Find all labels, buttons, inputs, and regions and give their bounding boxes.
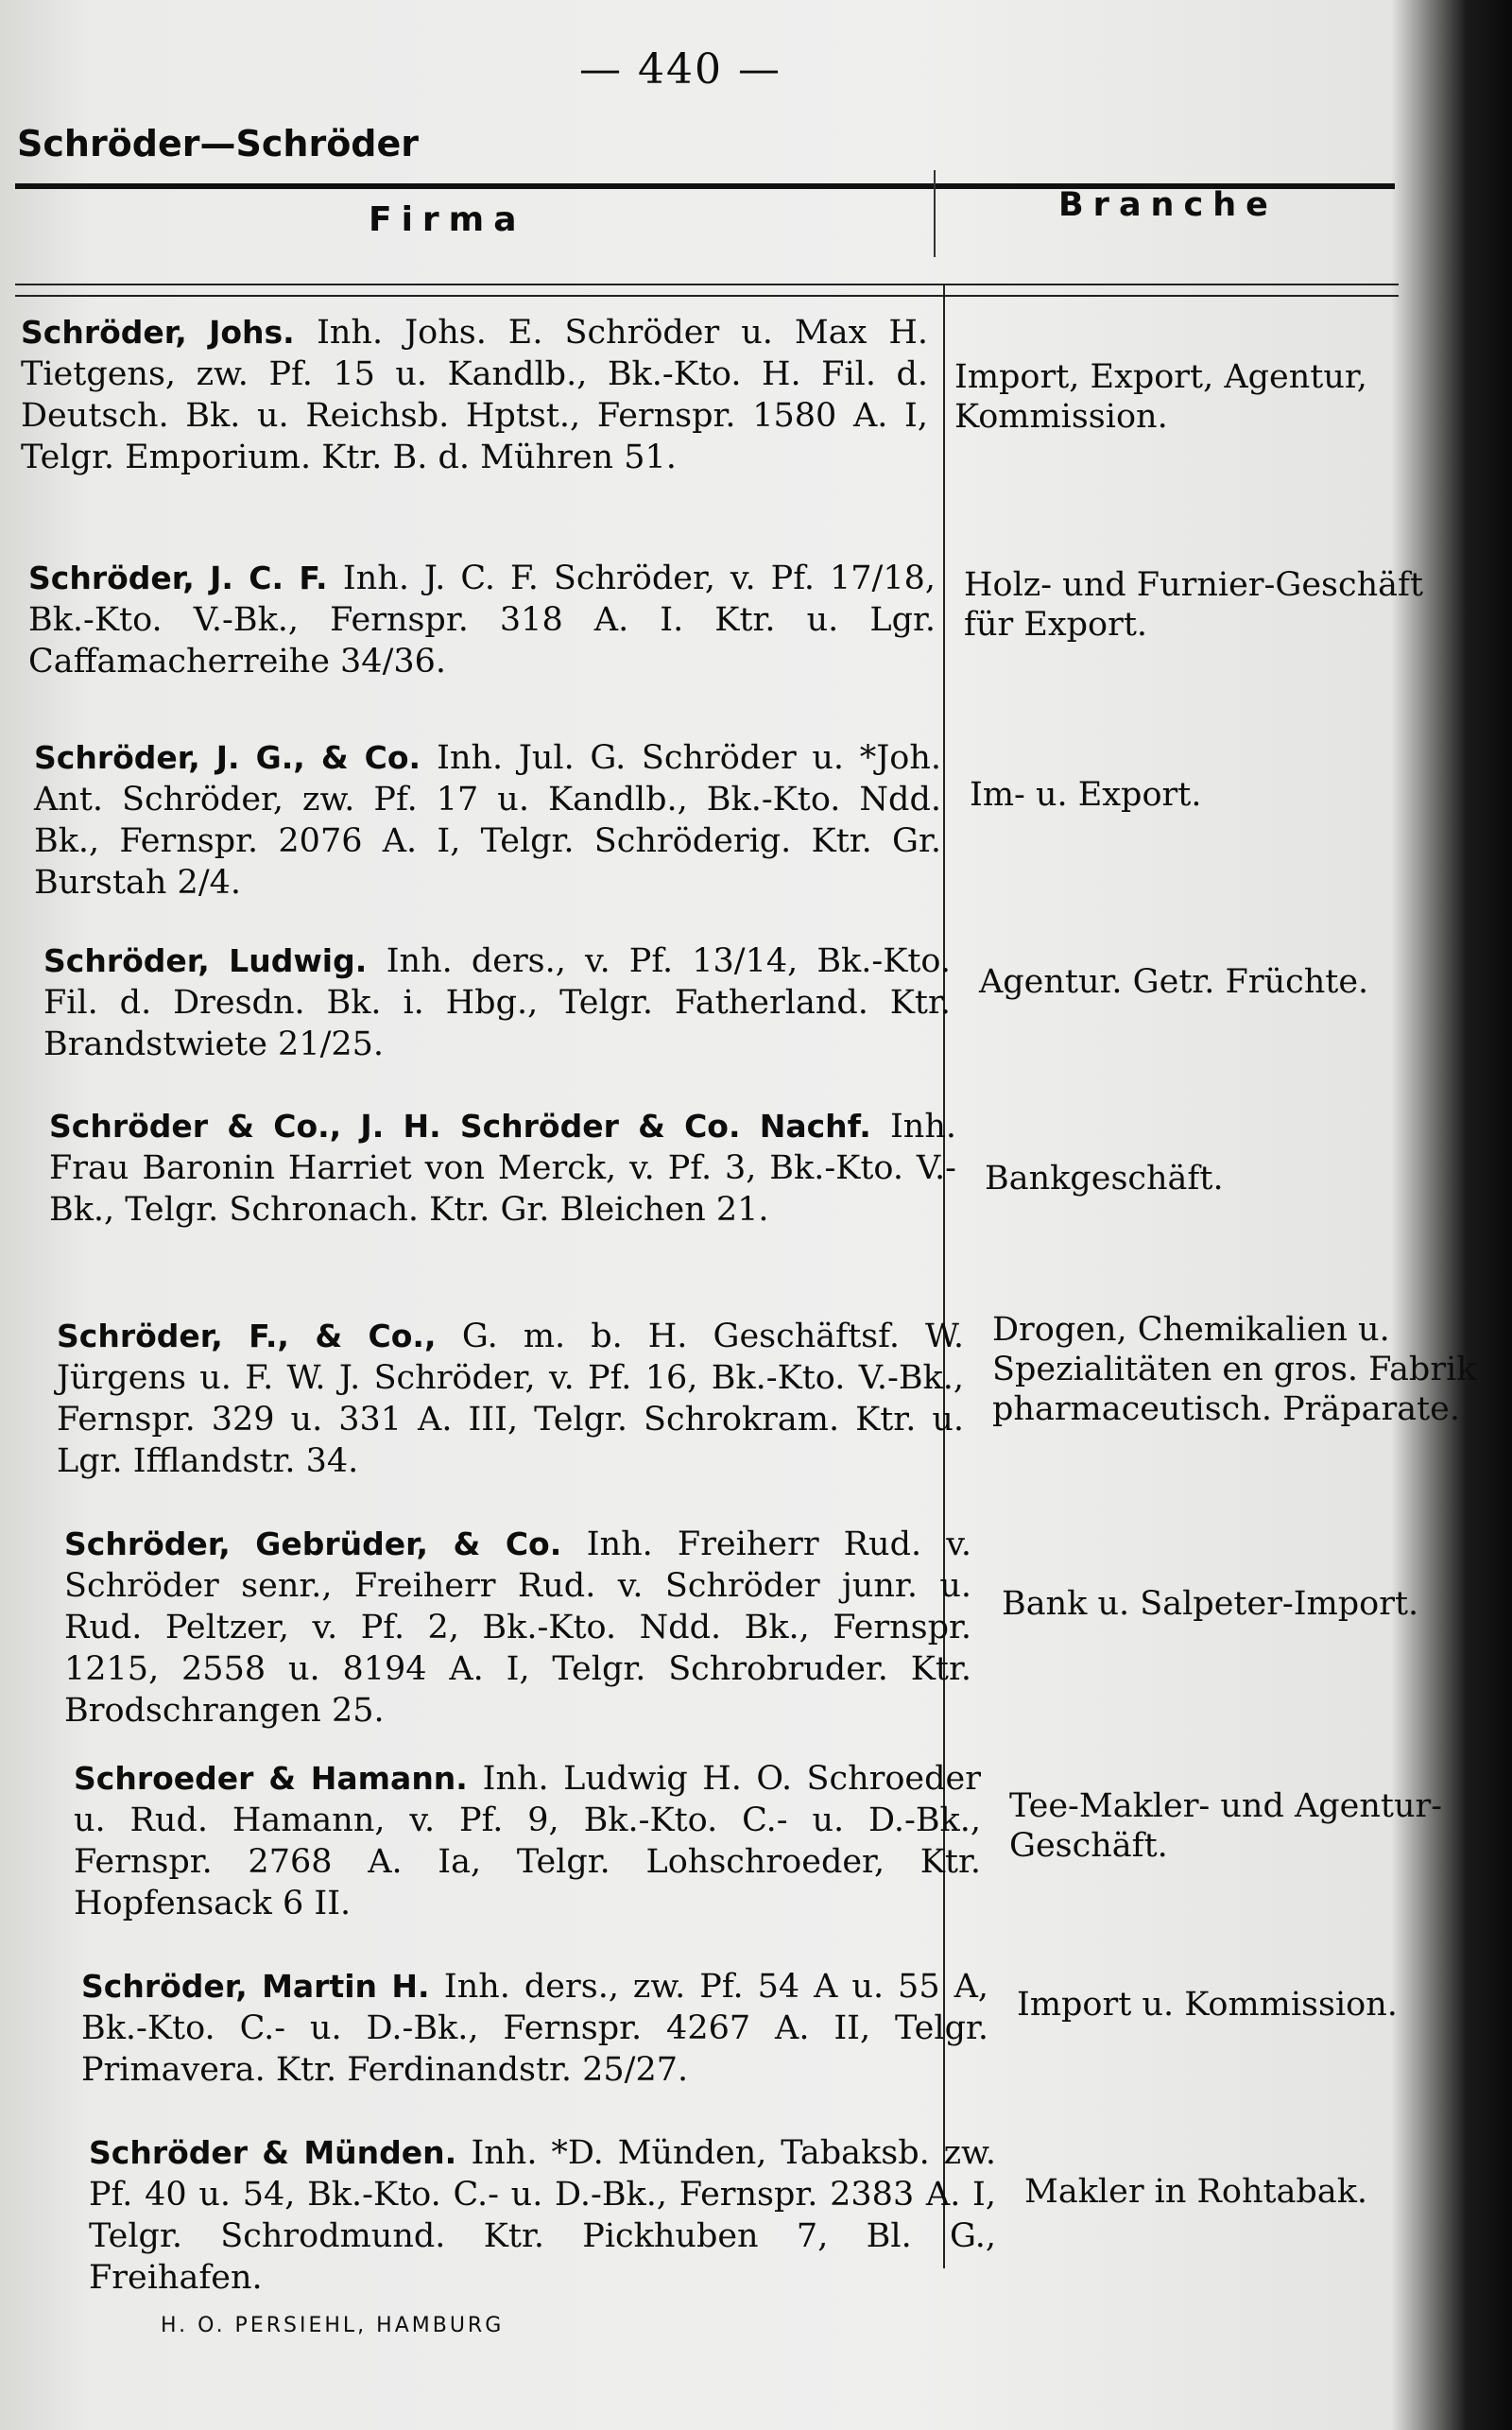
firm-entry [64,1524,971,1732]
firm-details: Inh. Jul. G. Schröder u. *Joh. Ant. Schröder, zw. Pf. 17 u. Kandlb., Bk.-Kto. Ndd. Bk., Fernspr. 2076 A. I, Telgr. Schröderig. Ktr. Gr. Burstah 2/4. [34,739,941,902]
branche-entry: Holz- und Furnier-Geschäft für Export. [964,566,1424,644]
double-rule [15,284,1399,297]
branche-entry: Im- u. Export. [970,776,1202,814]
firm-name: Schröder, J. G., & Co. [34,739,438,776]
branche-entry: Tee-Makler- und Agentur-Geschäft. [1009,1787,1443,1865]
firm-details: Inh. J. C. F. Schröder, v. Pf. 17/18, Bk.-Kto. V.-Bk., Fernspr. 318 A. I. Ktr. u. Lgr. Caffamacherreihe 34/36. [28,560,936,681]
branche-entry: Import u. Kommission. [1017,1986,1398,2024]
firm-details: G. m. b. H. Geschäftsf. W. Jürgens u. F. W. J. Schröder, v. Pf. 16, Bk.-Kto. V.-Bk., Fernspr. 329 u. 331 A. III, Telgr. Schrokram. Ktr. u. Lgr. Ifflandstr. 34. [57,1318,964,1480]
firm-entry [21,312,928,478]
branche-entry: Bank u. Salpeter-Import. [1002,1585,1419,1623]
firm-name: Schröder, Johs. [21,314,318,351]
firm-entry [57,1316,964,1482]
firm-details: Inh. Frau Baronin Harriet von Merck, v. Pf. 3, Bk.-Kto. V.-Bk., Telgr. Schronach. Ktr. Gr. Bleichen 21. [49,1108,956,1229]
firm-details: Inh. *D. Münden, Tabaksb. zw. Pf. 40 u. 54, Bk.-Kto. C.- u. D.-Bk., Fernspr. 2383 A. I, Telgr. Schrodmund. Ktr. Pickhuben 7, Bl. G., Freihafen. [89,2134,996,2297]
firm-entry [89,2132,996,2299]
branche-entry: Import, Export, Agentur, Kommission. [954,358,1367,436]
branche-entry: Makler in Rohtabak. [1024,2173,1368,2211]
firm-details: Inh. ders., zw. Pf. 54 A u. 55 A, Bk.-Kto. C.- u. D.-Bk., Fernspr. 4267 A. II, Telgr. Primavera. Ktr. Ferdinandstr. 25/27. [81,1968,988,2089]
firm-entry [49,1106,956,1231]
column-header-firma: Firma [369,200,526,239]
firm-details: Inh. Johs. E. Schröder u. Max H. Tietgens, zw. Pf. 15 u. Kandlb., Bk.-Kto. H. Fil. d. Deutsch. Bk. u. Reichsb. Hptst., Fernspr. 1580 A. I, Telgr. Emporium. Ktr. B. d. Mühren 51. [21,314,928,476]
branche-entry: Bankgeschäft. [985,1160,1224,1198]
page-number: — 440 — [579,45,782,94]
firm-name: Schröder, F., & Co., [57,1318,462,1354]
branche-entry: Drogen, Chemikalien u. Spezialitäten en gros. Fabrik pharmaceutisch. Präparate. [992,1311,1477,1428]
firm-entry [43,940,951,1065]
firm-name: Schröder, J. C. F. [28,560,343,596]
firm-details: Inh. ders., v. Pf. 13/14, Bk.-Kto. Fil. d. Dresdn. Bk. i. Hbg., Telgr. Fatherland. Ktr. Brandstwiete 21/25. [43,942,951,1063]
firm-name: Schröder & Münden. [89,2134,472,2171]
running-header: Schröder—Schröder [17,123,420,164]
firm-name: Schröder, Ludwig. [43,942,387,979]
firm-entry [34,737,941,904]
firm-name: Schroeder & Hamann. [74,1760,483,1797]
header-column-divider [934,170,936,257]
firm-name: Schröder, Gebrüder, & Co. [64,1525,587,1562]
firm-entry [74,1758,981,1924]
firm-name: Schröder, Martin H. [81,1968,444,2005]
printer-imprint: H. O. PERSIEHL, HAMBURG [161,2314,505,2337]
branche-entry: Agentur. Getr. Früchte. [979,963,1369,1001]
firm-entry [28,558,936,682]
firm-name: Schröder & Co., J. H. Schröder & Co. Nachf. [49,1108,890,1145]
firm-details: Inh. Ludwig H. O. Schroeder u. Rud. Hamann, v. Pf. 9, Bk.-Kto. C.- u. D.-Bk., Fernspr. 2768 A. Ia, Telgr. Lohschroeder, Ktr. Hopfensack 6 II. [74,1760,981,1922]
firm-details: Inh. Freiherr Rud. v. Schröder senr., Freiherr Rud. v. Schröder junr. u. Rud. Peltzer, v. Pf. 2, Bk.-Kto. Ndd. Bk., Fernspr. 1215, 2558 u. 8194 A. I, Telgr. Schrobruder. Ktr. Brodschrangen 25. [64,1525,971,1730]
firm-entry [81,1966,988,2091]
column-header-branche: Branche [1058,186,1278,224]
